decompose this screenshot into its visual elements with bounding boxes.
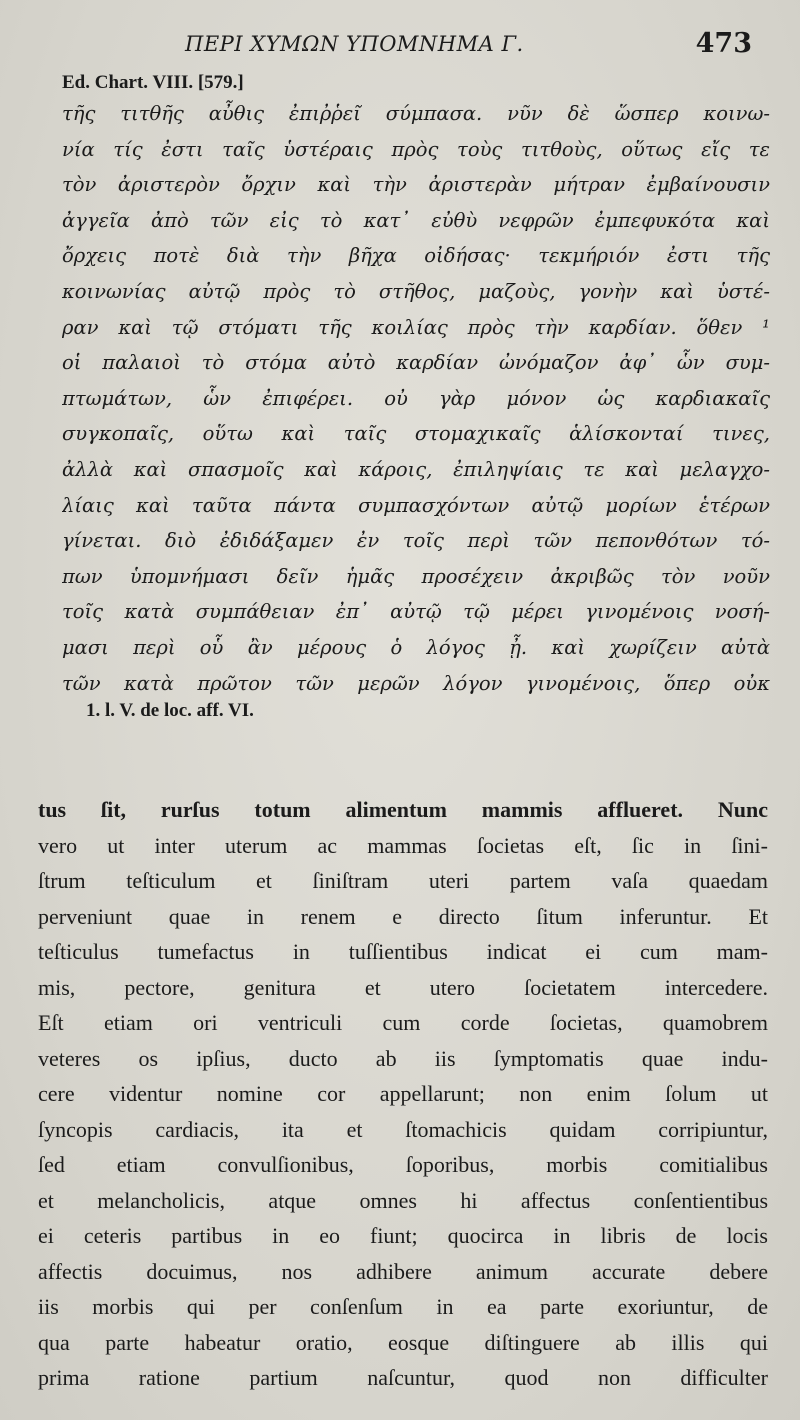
latin-line: et melancholicis, atque omnes hi affectus conſentientibus (38, 1187, 768, 1213)
greek-line: νία τίς ἐστι ταῖς ὑστέραις πρὸς τοὺς τιτθοὺς, οὕτως εἴς τε (62, 137, 770, 161)
latin-line: veteres os ipſius, ducto ab iis ſymptomatis quae indu- (38, 1045, 768, 1071)
greek-line: ὄρχεις ποτὲ διὰ τὴν βῆχα οἰδήσας· τεκμήριόν ἐστι τῆς (62, 244, 770, 268)
greek-line: λίαις καὶ ταῦτα πάντα συμπασχόντων αὐτῷ μορίων ἑτέρων (62, 493, 770, 517)
greek-line: πων ὑπομνήμασι δεῖν ἡμᾶς προσέχειν ἀκριβῶς τὸν νοῦν (62, 564, 770, 588)
greek-line: τοῖς κατὰ συμπάθειαν ἐπ᾽ αὐτῷ τῷ μέρει γινομένοις νοσή- (62, 600, 770, 624)
latin-line: tus ſit, rurſus totum alimentum mammis afflueret. Nunc (38, 797, 768, 822)
greek-line: ραν καὶ τῷ στόματι τῆς κοιλίας πρὸς τὴν καρδίαν. ὅθεν ¹ (62, 315, 770, 339)
latin-line: mis, pectore, genitura et utero ſocietatem intercedere. (38, 974, 768, 1000)
edition-reference: Ed. Chart. VIII. [579.] (62, 72, 244, 93)
greek-text-block (62, 96, 770, 701)
greek-line: τῆς τιτθῆς αὖθις ἐπιῤῥεῖ σύμπασα. νῦν δὲ ὥσπερ κοινω- (62, 102, 770, 125)
running-head (0, 30, 800, 64)
greek-line: τὸν ἀριστερὸν ὄρχιν καὶ τὴν ἀριστερὰν μήτραν ἐμβαίνουσιν (62, 173, 770, 197)
greek-line: συγκοπαῖς, οὕτω καὶ ταῖς στομαχικαῖς ἁλίσκονταί τινες, (62, 422, 770, 446)
latin-line: Eſt etiam ori ventriculi cum corde ſocietas, quamobrem (38, 1010, 768, 1035)
latin-line: iis morbis qui per conſenſum in ea parte exoriuntur, de (38, 1294, 768, 1319)
latin-line: ei ceteris partibus in eo fiunt; quocirca in libris de locis (38, 1223, 768, 1248)
greek-line: τῶν κατὰ πρῶτον τῶν μερῶν λόγον γινομένοις, ὅπερ οὐκ (62, 671, 770, 695)
greek-line: ἀγγεῖα ἀπὸ τῶν εἰς τὸ κατ᾽ εὐθὺ νεφρῶν ἐμπεφυκότα καὶ (62, 208, 770, 232)
running-title: ΠΕΡΙ ΧΥΜΩΝ ΥΠΟΜΝΗΜΑ Γ. (185, 32, 524, 56)
greek-line: κοινωνίας αὐτῷ πρὸς τὸ στῆθος, μαζοὺς, γονὴν καὶ ὑστέ- (62, 279, 770, 303)
page-number: 473 (695, 28, 752, 59)
latin-line: qua parte habeatur oratio, eosque diſtinguere ab illis qui (38, 1329, 768, 1355)
latin-line: prima ratione partium naſcuntur, quod non difficulter (38, 1365, 768, 1390)
latin-line: ſtrum teſticulum et ſiniſtram uteri partem vaſa quaedam (38, 868, 768, 893)
greek-line: οἱ παλαιοὶ τὸ στόμα αὐτὸ καρδίαν ὠνόμαζον ἀφ᾽ ὧν συμ- (62, 351, 770, 375)
latin-line: perveniunt quae in renem e directo ſitum inferuntur. Et (38, 903, 768, 929)
latin-line: ſed etiam convulſionibus, ſoporibus, morbis comitialibus (38, 1152, 768, 1177)
greek-line: πτωμάτων, ὧν ἐπιφέρει. οὐ γὰρ μόνον ὡς καρδιακαῖς (62, 386, 770, 410)
latin-line: vero ut inter uterum ac mammas ſocietas eſt, ſic in ſini- (38, 832, 768, 858)
greek-line: μασι περὶ οὗ ἂν μέρους ὁ λόγος ᾖ. καὶ χωρίζειν αὐτὰ (62, 635, 770, 659)
latin-line: cere videntur nomine cor appellarunt; non enim ſolum ut (38, 1081, 768, 1106)
greek-line: ἀλλὰ καὶ σπασμοῖς καὶ κάροις, ἐπιληψίαις τε καὶ μελαγχο- (62, 457, 770, 481)
greek-line: γίνεται. διὸ ἐδιδάξαμεν ἐν τοῖς περὶ τῶν πεπονθότων τό- (62, 529, 770, 553)
latin-text-block (38, 792, 768, 1396)
latin-line: ſyncopis cardiacis, ita et ſtomachicis quidam corripiuntur, (38, 1116, 768, 1142)
latin-line: affectis docuimus, nos adhibere animum accurate debere (38, 1258, 768, 1284)
latin-line: teſticulus tumefactus in tuſſientibus indicat ei cum mam- (38, 939, 768, 964)
footnote: 1. l. V. de loc. aff. VI. (86, 700, 254, 721)
